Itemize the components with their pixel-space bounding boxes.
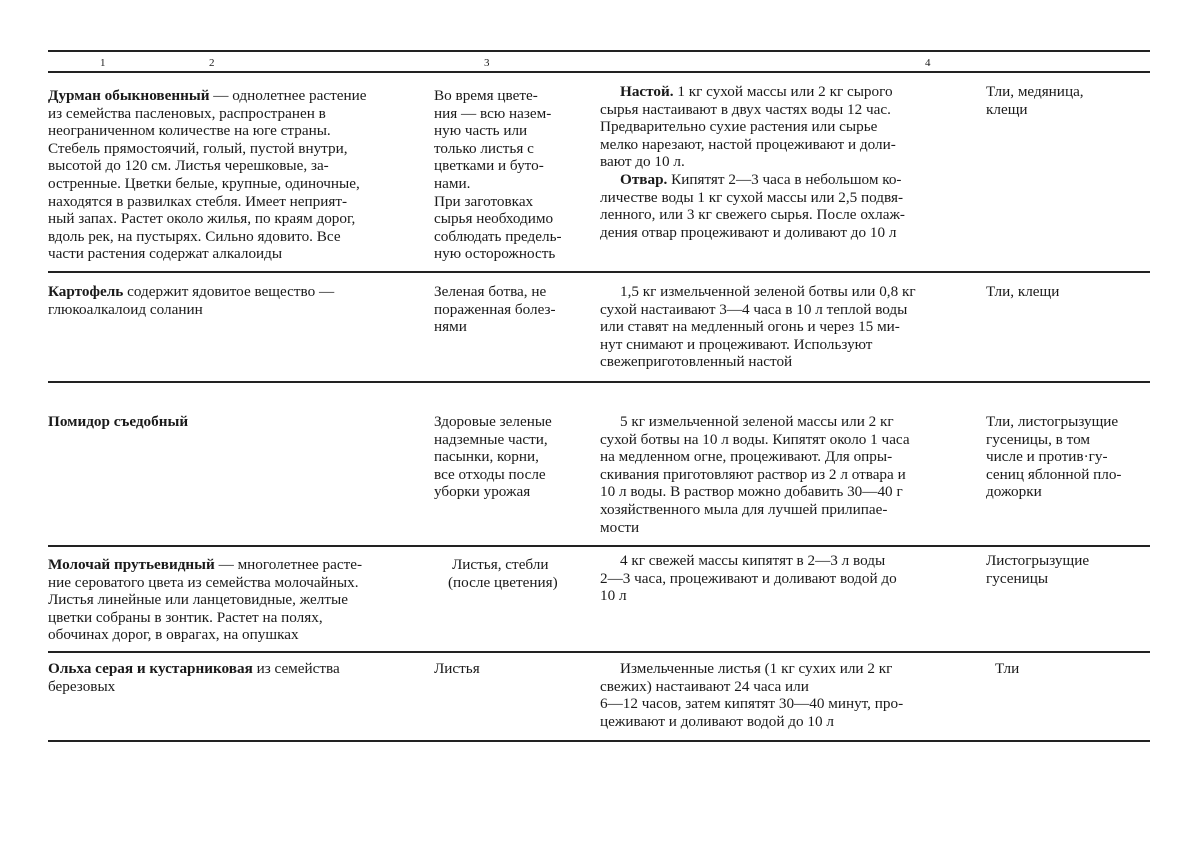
column-number-4: 4 <box>925 57 931 69</box>
plant-name: Ольха серая и кустарниковая <box>48 660 253 677</box>
row-1-plant-part: Во время цвете- ния — всю назем- ную часть или только листья с цветками и буто- нами. При заготовках сырья необходимо соблюдать предель- ную осторожность <box>434 87 562 263</box>
row-5-preparation: Измельченные листья (1 кг сухих или 2 кг свежих) настаивают 24 часа или 6—12 часов, затем кипятят 30—40 минут, про- цеживают и доливают водой до 10 л <box>600 660 904 730</box>
row-3-pests: Тли, листогрызущие гусеницы, в том числе и против·гу- сениц яблонной пло- дожорки <box>986 413 1122 501</box>
row-3-preparation: 5 кг измельченной зеленой массы или 2 кг сухой ботвы на 10 л воды. Кипятят около 1 часа на медленном огне, процеживают. Для опры- скивания приготовляют раствор из 2 л отвара и 10 л воды. В раствор можно добавить 30—40 г хозяйственного мыла для лучшей прилипае- мости <box>600 413 910 536</box>
row-3-description <box>48 413 188 431</box>
row-4-plant-part: Листья, стебли (после цветения) <box>448 556 558 591</box>
decoction-title: Отвар. <box>620 170 668 188</box>
row-separator <box>48 271 1150 273</box>
row-5-plant-part: Листья <box>434 660 480 677</box>
row-1-description: Дурман обыкновенный — однолетнее растение из семейства пасленовых, распространен в неограниченном количестве на юге страны. Стебель прямостоячий, голый, пустой внутри, высотой до 120 см. Листья черешковые, за- остренные. Цветки белые, крупные, одиночные, находятся в развилках стебля. Имеет неприят- ный запах. Растет около жилья, по краям дорог, вдоль рек, на пустырях. Сильно ядовито. Все части растения содержат алкалоиды <box>48 87 367 263</box>
row-2-description: Картофель содержит ядовитое вещество — глюкоалкалоид соланин <box>48 283 335 318</box>
plant-name: Молочай прутьевидный <box>48 556 215 573</box>
row-1-pests: Тли, медяница, клещи <box>986 83 1084 118</box>
row-separator <box>48 381 1150 383</box>
table-bottom-rule <box>48 740 1150 742</box>
row-2-plant-part: Зеленая ботва, не пораженная болез- нями <box>434 283 556 336</box>
row-4-description: Молочай прутьевидный — многолетнее расте- ние сероватого цвета из семейства молочайных. Листья линейные или ланцетовидные, желтые цветки собраны в зонтик. Растет на полях, обочинах дорог, в оврагах, на опушках <box>48 556 363 644</box>
column-number-2: 2 <box>209 57 215 69</box>
infusion-title: Настой. <box>620 83 674 100</box>
row-3-plant-part: Здоровые зеленые надземные части, пасынки, корни, все отходы после уборки урожая <box>434 413 552 501</box>
row-2-pests: Тли, клещи <box>986 283 1060 300</box>
row-5-description: Ольха серая и кустарниковая из семейства березовых <box>48 660 340 695</box>
row-4-pests: Листогрызущие гусеницы <box>986 552 1090 587</box>
column-number-3: 3 <box>484 57 490 69</box>
row-separator <box>48 651 1150 653</box>
plant-name: Помидор съедобный <box>48 413 189 430</box>
row-2-preparation: 1,5 кг измельченной зеленой ботвы или 0,8 кг сухой настаивают 3—4 часа в 10 л теплой воды или ставят на медленный огонь и через 15 ми- нут снимают и процеживают. Используют свежеприготовленный настой <box>600 283 916 371</box>
row-separator <box>48 545 1150 547</box>
row-4-preparation: 4 кг свежей массы кипятят в 2—3 л воды 2—3 часа, процеживают и доливают водой до 10 л <box>600 552 897 605</box>
row-5-pests: Тли <box>995 660 1020 677</box>
plant-name: Дурман обыкновенный <box>48 87 210 104</box>
table-top-rule <box>48 50 1150 52</box>
row-1-preparation: Настой. 1 кг сухой массы или 2 кг сырого сырья настаивают в двух частях воды 12 час. Предварительно сухие растения или сырье мелко нарезают, настой процеживают и доли- вают до 10 л. Отвар. Кипятят 2—3 часа в небольшом ко- личестве воды 1 кг сухой массы или 2,5 подвя- ленного, или 3 кг свежего сырья. После охлаж- дения отвар процеживают и доливают до 10 л <box>600 83 905 241</box>
header-rule <box>48 71 1150 73</box>
column-number-1: 1 <box>100 57 106 69</box>
plant-name: Картофель <box>48 283 124 300</box>
